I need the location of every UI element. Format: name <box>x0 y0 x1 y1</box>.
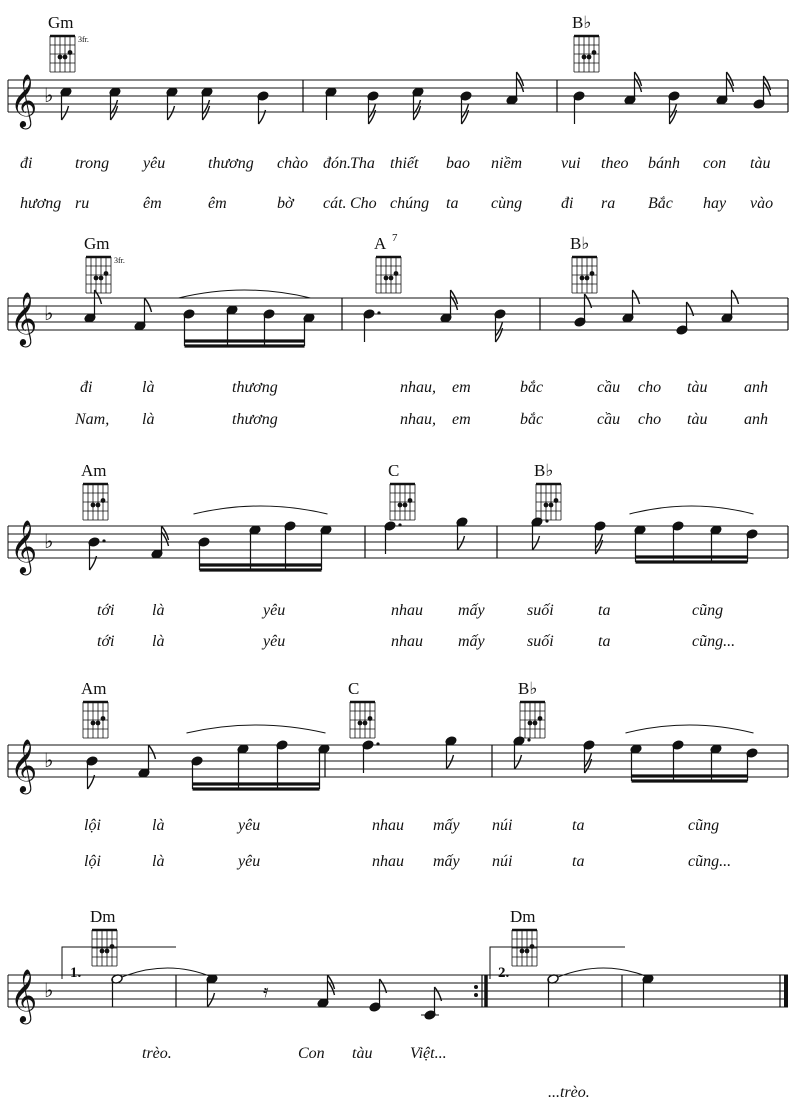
finger-dot <box>363 721 368 726</box>
lyric-syllable: chúng <box>390 195 430 212</box>
lyric-syllable: là <box>152 602 165 619</box>
treble-clef-icon: 𝄞 <box>10 519 38 573</box>
note <box>201 87 213 120</box>
chord-diagram <box>534 461 561 520</box>
note-flag <box>369 104 376 118</box>
note-flag <box>462 104 469 118</box>
key-signature-flat-icon: ♭ <box>44 301 54 325</box>
note <box>367 91 379 124</box>
lyric-syllable: núi <box>492 817 513 834</box>
chord-name: B♭ <box>570 234 590 253</box>
tie <box>122 968 212 977</box>
lyric-syllable: ru <box>75 195 90 212</box>
note-flag <box>168 106 175 120</box>
note <box>84 290 102 323</box>
lyric-syllable: là <box>152 853 165 870</box>
note <box>513 736 531 769</box>
treble-clef-icon: 𝄞 <box>10 291 38 345</box>
lyric-syllable: chào <box>277 155 309 172</box>
lyric-syllable: ...trèo. <box>548 1084 590 1101</box>
note <box>412 87 424 120</box>
finger-dot <box>592 50 597 55</box>
finger-dot <box>549 503 554 508</box>
note <box>257 91 269 124</box>
finger-dot <box>582 55 587 60</box>
lyric-syllable: đón. <box>323 155 351 172</box>
lyric-syllable: là <box>142 379 155 396</box>
dot <box>376 742 379 745</box>
key-signature-flat-icon: ♭ <box>44 748 54 772</box>
chord-name: Gm <box>48 13 74 32</box>
note <box>716 72 734 105</box>
note <box>325 87 337 120</box>
lyric-syllable: trèo. <box>142 1045 172 1062</box>
note <box>166 87 178 120</box>
lyric-syllable: nhau <box>391 633 423 650</box>
lyric-syllable: em <box>452 411 471 428</box>
note <box>317 975 335 1008</box>
chord-diagram <box>84 234 125 293</box>
note <box>421 987 442 1020</box>
key-signature-flat-icon: ♭ <box>44 978 54 1002</box>
lyric-syllable: cầu <box>597 379 621 396</box>
note-flag <box>447 755 454 769</box>
finger-dot <box>538 716 543 721</box>
lyric-syllable: ta <box>572 817 585 834</box>
note <box>547 974 559 1007</box>
note <box>494 309 506 342</box>
lyric-syllable: tới <box>97 602 115 619</box>
slur <box>187 725 326 733</box>
lyric-syllable: ta <box>572 853 585 870</box>
finger-dot <box>585 276 590 281</box>
lyric-syllable: yêu <box>238 817 261 834</box>
finger-dot <box>528 721 533 726</box>
staff-system <box>8 73 788 129</box>
lyric-syllable: bắc <box>520 379 544 396</box>
lyric-syllable: mấy <box>458 602 485 619</box>
lyric-syllable: đi <box>561 195 574 212</box>
note <box>151 526 169 559</box>
note-flag <box>732 290 739 304</box>
finger-dot <box>398 503 403 508</box>
key-signature-flat-icon: ♭ <box>44 83 54 107</box>
finger-dot <box>101 498 106 503</box>
chord-name: Am <box>81 679 107 698</box>
note <box>583 740 595 773</box>
lyric-syllable: nhau, <box>400 411 436 428</box>
finger-dot <box>100 949 105 954</box>
note <box>506 72 524 105</box>
note-flag <box>149 745 156 759</box>
slur <box>626 725 754 733</box>
lyric-syllable: Việt... <box>410 1045 447 1062</box>
note-flag <box>62 106 69 120</box>
note <box>111 974 123 1007</box>
note <box>460 91 472 124</box>
note-flag <box>764 82 771 96</box>
note-flag <box>496 322 503 336</box>
slur <box>194 506 328 514</box>
finger-dot <box>101 716 106 721</box>
lyric-syllable: tới <box>97 633 115 650</box>
note <box>642 974 654 1007</box>
finger-dot <box>544 503 549 508</box>
staff-system <box>8 291 788 347</box>
note-flag <box>208 993 215 1007</box>
slur <box>630 506 754 514</box>
lyric-syllable: tàu <box>750 155 771 172</box>
finger-dot <box>525 949 530 954</box>
chord-name: B♭ <box>572 13 592 32</box>
lyric-syllable: cát. <box>323 195 347 212</box>
finger-dot <box>358 721 363 726</box>
lyric-syllable: cho <box>638 379 662 396</box>
lyric-syllable: bờ <box>277 195 294 212</box>
chord-diagram <box>90 907 117 966</box>
note <box>362 740 380 773</box>
lyric-syllable: mấy <box>433 853 460 870</box>
lyric-syllable: theo <box>601 155 629 172</box>
finger-dot <box>368 716 373 721</box>
lyric-syllable: vào <box>750 195 774 212</box>
dot <box>102 539 105 542</box>
finger-dot <box>104 271 109 276</box>
dot <box>377 311 380 314</box>
note <box>622 290 640 323</box>
treble-clef-icon: 𝄞 <box>10 968 38 1022</box>
dot <box>527 738 530 741</box>
chord-diagram <box>510 907 537 966</box>
staff-system <box>8 519 788 575</box>
finger-dot <box>530 944 535 949</box>
lyric-syllable: bao <box>446 155 470 172</box>
note <box>363 309 381 342</box>
lyric-syllable: tàu <box>687 411 708 428</box>
note <box>109 87 121 120</box>
lyric-syllable: thương <box>232 411 278 428</box>
lyric-syllable: đi <box>20 155 33 172</box>
finger-dot <box>389 276 394 281</box>
lyric-syllable: cũng <box>688 817 720 834</box>
treble-clef-icon: 𝄞 <box>10 738 38 792</box>
staff-system <box>8 738 788 794</box>
lyric-syllable: niềm <box>491 155 523 172</box>
note-flag <box>515 755 522 769</box>
lyric-syllable: nhau <box>391 602 423 619</box>
lyric-syllable: ta <box>598 602 611 619</box>
finger-dot <box>554 498 559 503</box>
finger-dot <box>110 944 115 949</box>
lyric-syllable: là <box>152 633 165 650</box>
dot <box>398 523 401 526</box>
note <box>88 537 106 570</box>
lyric-syllable: nhau <box>372 853 404 870</box>
finger-dot <box>520 949 525 954</box>
lyric-syllable: cho <box>638 411 662 428</box>
note-flag <box>95 290 102 304</box>
lyric-syllable: cũng <box>692 602 724 619</box>
note <box>721 290 739 323</box>
lyric-syllable: nhau, <box>400 379 436 396</box>
chord-name: Dm <box>90 907 116 926</box>
chord-diagram <box>374 232 401 293</box>
lyric-syllable: thiết <box>390 155 419 172</box>
lyric-syllable: con <box>703 155 727 172</box>
lyric-syllable: anh <box>744 411 768 428</box>
lyric-syllable: Bắc <box>648 195 673 212</box>
finger-dot <box>94 276 99 281</box>
chord-extension: 7 <box>392 232 398 244</box>
lyric-syllable: anh <box>744 379 768 396</box>
lyric-syllable: núi <box>492 853 513 870</box>
note <box>531 517 549 550</box>
lyric-syllable: cầu <box>597 411 621 428</box>
note-flag <box>145 298 152 312</box>
lyric-syllable: êm <box>208 195 227 212</box>
chord-diagram <box>388 461 415 520</box>
lyric-syllable: êm <box>143 195 162 212</box>
lyric-syllable: yêu <box>143 155 166 172</box>
note <box>445 736 457 769</box>
note <box>60 87 72 120</box>
note-flag <box>596 534 603 548</box>
finger-dot <box>580 276 585 281</box>
lyric-syllable: hương <box>20 195 62 212</box>
ending-label: 1. <box>70 965 82 981</box>
finger-dot <box>533 721 538 726</box>
note <box>206 974 218 1007</box>
lyric-syllable: yêu <box>263 633 286 650</box>
lyric-syllable: mấy <box>458 633 485 650</box>
lyric-syllable: bắc <box>520 411 544 428</box>
chord-diagram <box>81 679 108 738</box>
lyric-syllable: tàu <box>687 379 708 396</box>
chord-name: C <box>348 679 360 698</box>
lyric-syllable: yêu <box>238 853 261 870</box>
chord-name: Dm <box>510 907 536 926</box>
lyric-syllable: lội <box>84 817 101 834</box>
note <box>440 290 458 323</box>
note <box>624 72 642 105</box>
lyric-syllable: bánh <box>648 155 680 172</box>
finger-dot <box>590 271 595 276</box>
finger-dot <box>384 276 389 281</box>
lyric-syllable: là <box>152 817 165 834</box>
chord-diagram <box>48 13 89 72</box>
lyric-syllable: đi <box>80 379 93 396</box>
chord-name: B♭ <box>534 461 554 480</box>
note-flag <box>633 290 640 304</box>
lyric-syllable: thương <box>232 379 278 396</box>
finger-dot <box>99 276 104 281</box>
lyric-syllable: cùng <box>491 195 523 212</box>
note-flag <box>670 104 677 118</box>
note <box>573 91 585 124</box>
lyric-syllable: em <box>452 379 471 396</box>
lyric-syllable: Tha <box>350 155 375 172</box>
chord-diagram <box>348 679 375 738</box>
lyric-syllable: cũng... <box>692 633 736 650</box>
chord-name: A <box>374 234 387 253</box>
lyric-syllable: vui <box>561 155 581 172</box>
finger-dot <box>68 50 73 55</box>
chord-name: B♭ <box>518 679 538 698</box>
chord-diagram <box>81 461 108 520</box>
lyric-syllable: trong <box>75 155 110 172</box>
finger-dot <box>587 55 592 60</box>
rest-icon: 𝄿 <box>263 981 269 1002</box>
chord-diagram <box>518 679 545 738</box>
chord-name: C <box>388 461 400 480</box>
lyric-syllable: cũng... <box>688 853 732 870</box>
note-flag <box>458 536 465 550</box>
lyric-syllable: lội <box>84 853 101 870</box>
finger-dot <box>63 55 68 60</box>
note <box>594 521 606 554</box>
note-flag <box>585 753 592 767</box>
note <box>456 517 468 550</box>
chord-name: Am <box>81 461 107 480</box>
tie <box>558 968 648 977</box>
lyric-syllable: Nam, <box>75 411 110 428</box>
ending-label: 2. <box>498 965 510 981</box>
lyric-syllable: nhau <box>372 817 404 834</box>
finger-dot <box>96 503 101 508</box>
lyric-syllable: suối <box>527 633 554 650</box>
finger-dot <box>105 949 110 954</box>
lyric-syllable: ta <box>446 195 459 212</box>
note <box>134 298 152 331</box>
second-ending-bracket <box>490 947 625 979</box>
note <box>138 745 156 778</box>
lyric-syllable: là <box>142 411 155 428</box>
note <box>668 91 680 124</box>
finger-dot <box>91 721 96 726</box>
lyric-syllable: yêu <box>263 602 286 619</box>
note <box>86 756 98 789</box>
lyric-syllable: hay <box>703 195 727 212</box>
finger-dot <box>58 55 63 60</box>
lyric-syllable: tàu <box>352 1045 373 1062</box>
lyric-syllable: ra <box>601 195 616 212</box>
fret-label: 3fr. <box>78 35 89 44</box>
finger-dot <box>403 503 408 508</box>
chord-name: Gm <box>84 234 110 253</box>
lyric-syllable: thương <box>208 155 254 172</box>
treble-clef-icon: 𝄞 <box>10 73 38 127</box>
lyric-syllable: Cho <box>350 195 377 212</box>
lyric-syllable: mấy <box>433 817 460 834</box>
chord-diagram <box>572 13 599 72</box>
fret-label: 3fr. <box>114 256 125 265</box>
finger-dot <box>408 498 413 503</box>
note-flag <box>533 536 540 550</box>
lyric-syllable: Con <box>298 1045 325 1062</box>
finger-dot <box>394 271 399 276</box>
slur <box>179 290 311 298</box>
key-signature-flat-icon: ♭ <box>44 529 54 553</box>
note <box>384 521 402 554</box>
finger-dot <box>91 503 96 508</box>
lyric-syllable: ta <box>598 633 611 650</box>
lyric-syllable: suối <box>527 602 554 619</box>
finger-dot <box>96 721 101 726</box>
chord-diagram <box>570 234 597 293</box>
